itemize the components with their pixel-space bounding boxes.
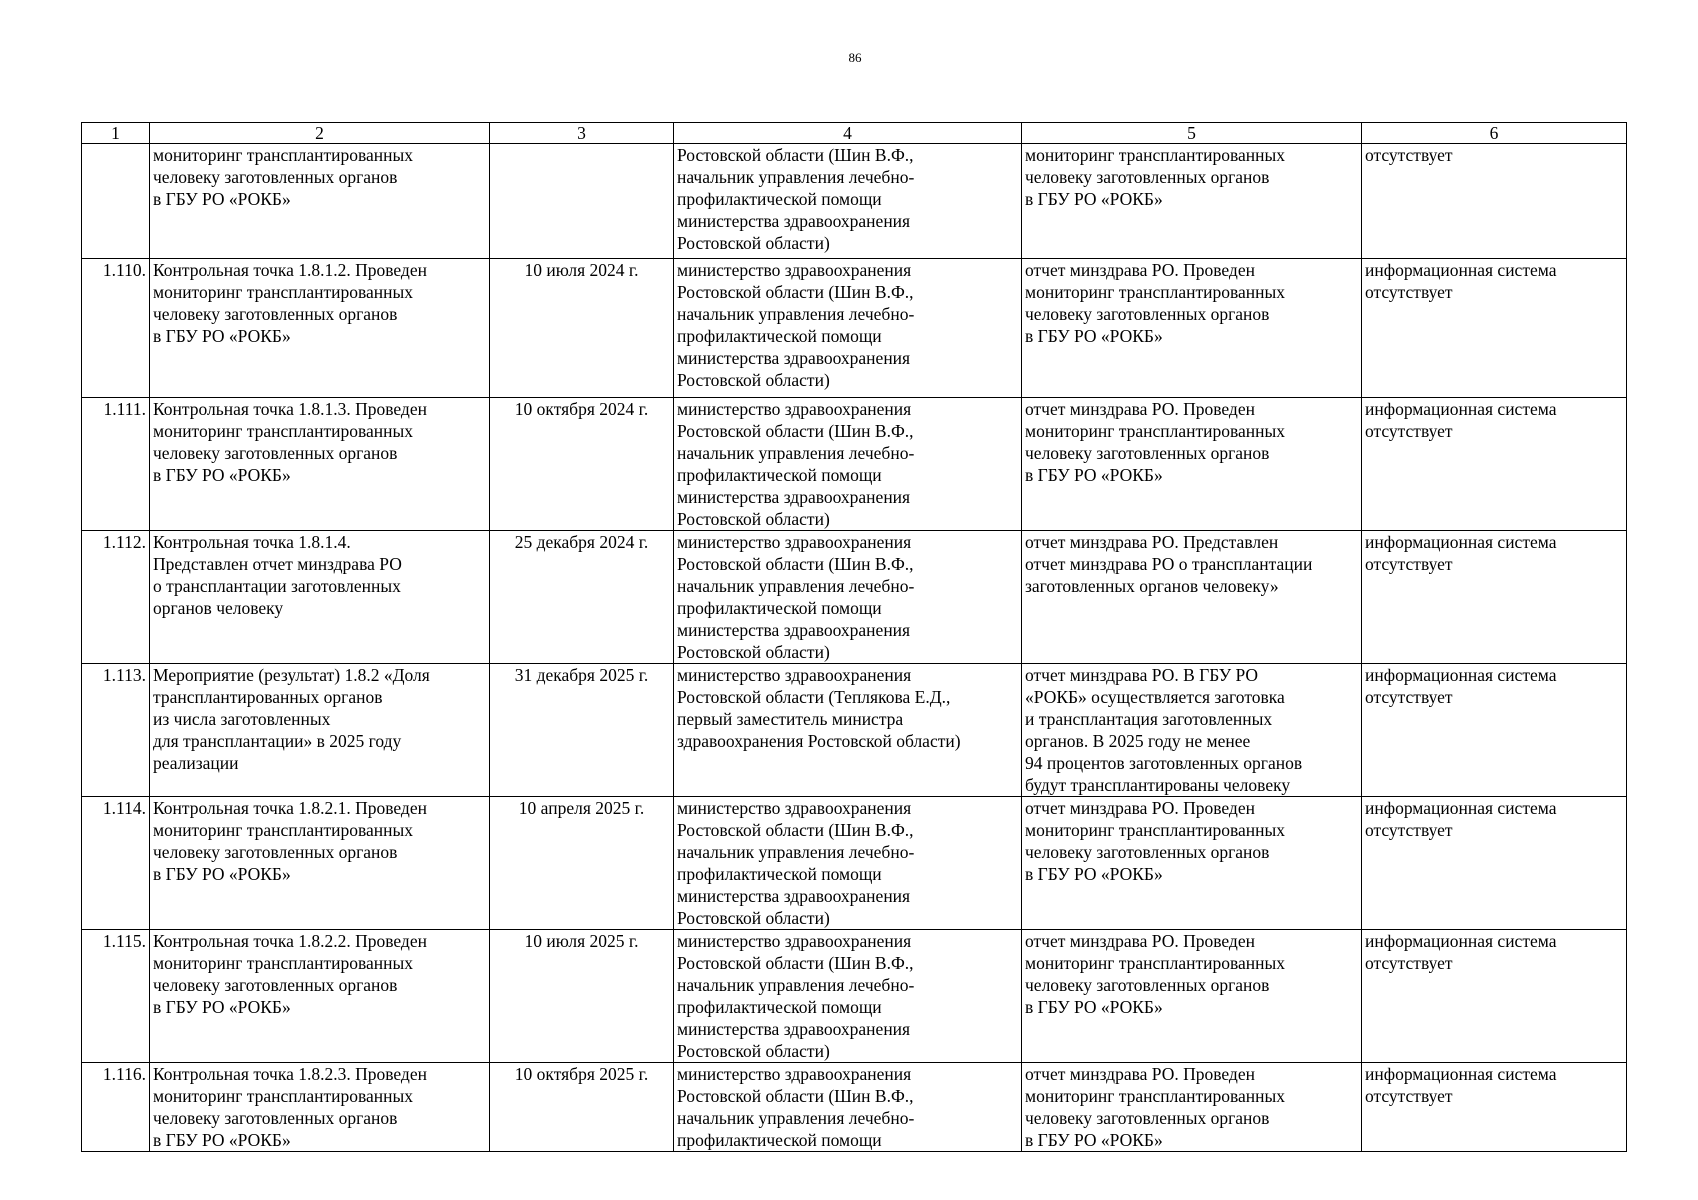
column-number-3: 3 bbox=[490, 123, 674, 144]
row-name: Мероприятие (результат) 1.8.2 «Доля трансплантированных органов из числа заготовленных для трансплантации» в 2025 году реализации bbox=[150, 664, 490, 797]
row-number: 1.111. bbox=[82, 398, 150, 531]
table-row bbox=[82, 144, 1627, 259]
row-system: информационная система отсутствует bbox=[1362, 664, 1627, 797]
table-row bbox=[82, 664, 1627, 797]
row-name: Контрольная точка 1.8.1.4. Представлен отчет минздрава РО о трансплантации заготовленных органов человеку bbox=[150, 531, 490, 664]
row-system: информационная система отсутствует bbox=[1362, 259, 1627, 398]
column-number-4: 4 bbox=[674, 123, 1022, 144]
plan-table bbox=[81, 122, 1627, 1152]
row-date: 25 декабря 2024 г. bbox=[490, 531, 674, 664]
row-number: 1.115. bbox=[82, 930, 150, 1063]
column-number-6: 6 bbox=[1362, 123, 1627, 144]
row-name: Контрольная точка 1.8.2.3. Проведен мониторинг трансплантированных человеку заготовленных органов в ГБУ РО «РОКБ» bbox=[150, 1063, 490, 1152]
column-number-2: 2 bbox=[150, 123, 490, 144]
row-document: отчет минздрава РО. Представлен отчет минздрава РО о трансплантации заготовленных органов человеку» bbox=[1022, 531, 1362, 664]
row-document: отчет минздрава РО. В ГБУ РО «РОКБ» осуществляется заготовка и трансплантация заготовленных органов. В 2025 году не менее 94 процентов заготовленных органов будут трансплантированы человеку bbox=[1022, 664, 1362, 797]
row-system: информационная система отсутствует bbox=[1362, 531, 1627, 664]
row-document: отчет минздрава РО. Проведен мониторинг трансплантированных человеку заготовленных органов в ГБУ РО «РОКБ» bbox=[1022, 797, 1362, 930]
row-number: 1.116. bbox=[82, 1063, 150, 1152]
page-number: 86 bbox=[848, 50, 862, 65]
row-number: 1.112. bbox=[82, 531, 150, 664]
row-name: Контрольная точка 1.8.2.2. Проведен мониторинг трансплантированных человеку заготовленных органов в ГБУ РО «РОКБ» bbox=[150, 930, 490, 1063]
row-name: Контрольная точка 1.8.1.3. Проведен мониторинг трансплантированных человеку заготовленных органов в ГБУ РО «РОКБ» bbox=[150, 398, 490, 531]
row-name: Контрольная точка 1.8.2.1. Проведен мониторинг трансплантированных человеку заготовленных органов в ГБУ РО «РОКБ» bbox=[150, 797, 490, 930]
row-responsible: министерство здравоохранения Ростовской области (Шин В.Ф., начальник управления лечебно- профилактической помощи министерства здравоохранения Ростовской области) bbox=[674, 930, 1022, 1063]
row-date: 10 июля 2025 г. bbox=[490, 930, 674, 1063]
row-name: мониторинг трансплантированных человеку заготовленных органов в ГБУ РО «РОКБ» bbox=[150, 144, 490, 259]
column-number-5: 5 bbox=[1022, 123, 1362, 144]
row-system: информационная система отсутствует bbox=[1362, 1063, 1627, 1152]
row-date: 10 июля 2024 г. bbox=[490, 259, 674, 398]
row-date: 10 октября 2024 г. bbox=[490, 398, 674, 531]
row-number: 1.110. bbox=[82, 259, 150, 398]
row-date bbox=[490, 144, 674, 259]
row-document: отчет минздрава РО. Проведен мониторинг трансплантированных человеку заготовленных органов в ГБУ РО «РОКБ» bbox=[1022, 930, 1362, 1063]
table-row bbox=[82, 797, 1627, 930]
row-responsible: министерство здравоохранения Ростовской области (Шин В.Ф., начальник управления лечебно- профилактической помощи министерства здравоохранения Ростовской области) bbox=[674, 797, 1022, 930]
row-system: отсутствует bbox=[1362, 144, 1627, 259]
row-date: 31 декабря 2025 г. bbox=[490, 664, 674, 797]
row-responsible: Ростовской области (Шин В.Ф., начальник управления лечебно- профилактической помощи министерства здравоохранения Ростовской области) bbox=[674, 144, 1022, 259]
row-date: 10 октября 2025 г. bbox=[490, 1063, 674, 1152]
row-responsible: министерство здравоохранения Ростовской области (Теплякова Е.Д., первый заместитель министра здравоохранения Ростовской области) bbox=[674, 664, 1022, 797]
row-number: 1.113. bbox=[82, 664, 150, 797]
table-row bbox=[82, 259, 1627, 398]
table-row bbox=[82, 930, 1627, 1063]
table-row bbox=[82, 1063, 1627, 1152]
row-document: отчет минздрава РО. Проведен мониторинг трансплантированных человеку заготовленных органов в ГБУ РО «РОКБ» bbox=[1022, 398, 1362, 531]
row-system: информационная система отсутствует bbox=[1362, 930, 1627, 1063]
column-number-1: 1 bbox=[82, 123, 150, 144]
row-document: отчет минздрава РО. Проведен мониторинг трансплантированных человеку заготовленных органов в ГБУ РО «РОКБ» bbox=[1022, 259, 1362, 398]
row-system: информационная система отсутствует bbox=[1362, 398, 1627, 531]
row-document: отчет минздрава РО. Проведен мониторинг трансплантированных человеку заготовленных органов в ГБУ РО «РОКБ» bbox=[1022, 1063, 1362, 1152]
row-name: Контрольная точка 1.8.1.2. Проведен мониторинг трансплантированных человеку заготовленных органов в ГБУ РО «РОКБ» bbox=[150, 259, 490, 398]
row-responsible: министерство здравоохранения Ростовской области (Шин В.Ф., начальник управления лечебно- профилактической помощи министерства здравоохранения Ростовской области) bbox=[674, 259, 1022, 398]
row-responsible: министерство здравоохранения Ростовской области (Шин В.Ф., начальник управления лечебно- профилактической помощи bbox=[674, 1063, 1022, 1152]
row-responsible: министерство здравоохранения Ростовской области (Шин В.Ф., начальник управления лечебно- профилактической помощи министерства здравоохранения Ростовской области) bbox=[674, 398, 1022, 531]
table-row bbox=[82, 531, 1627, 664]
row-document: мониторинг трансплантированных человеку заготовленных органов в ГБУ РО «РОКБ» bbox=[1022, 144, 1362, 259]
row-date: 10 апреля 2025 г. bbox=[490, 797, 674, 930]
row-system: информационная система отсутствует bbox=[1362, 797, 1627, 930]
row-number: 1.114. bbox=[82, 797, 150, 930]
table-row bbox=[82, 398, 1627, 531]
column-number-row bbox=[82, 123, 1627, 144]
row-number bbox=[82, 144, 150, 259]
row-responsible: министерство здравоохранения Ростовской области (Шин В.Ф., начальник управления лечебно- профилактической помощи министерства здравоохранения Ростовской области) bbox=[674, 531, 1022, 664]
